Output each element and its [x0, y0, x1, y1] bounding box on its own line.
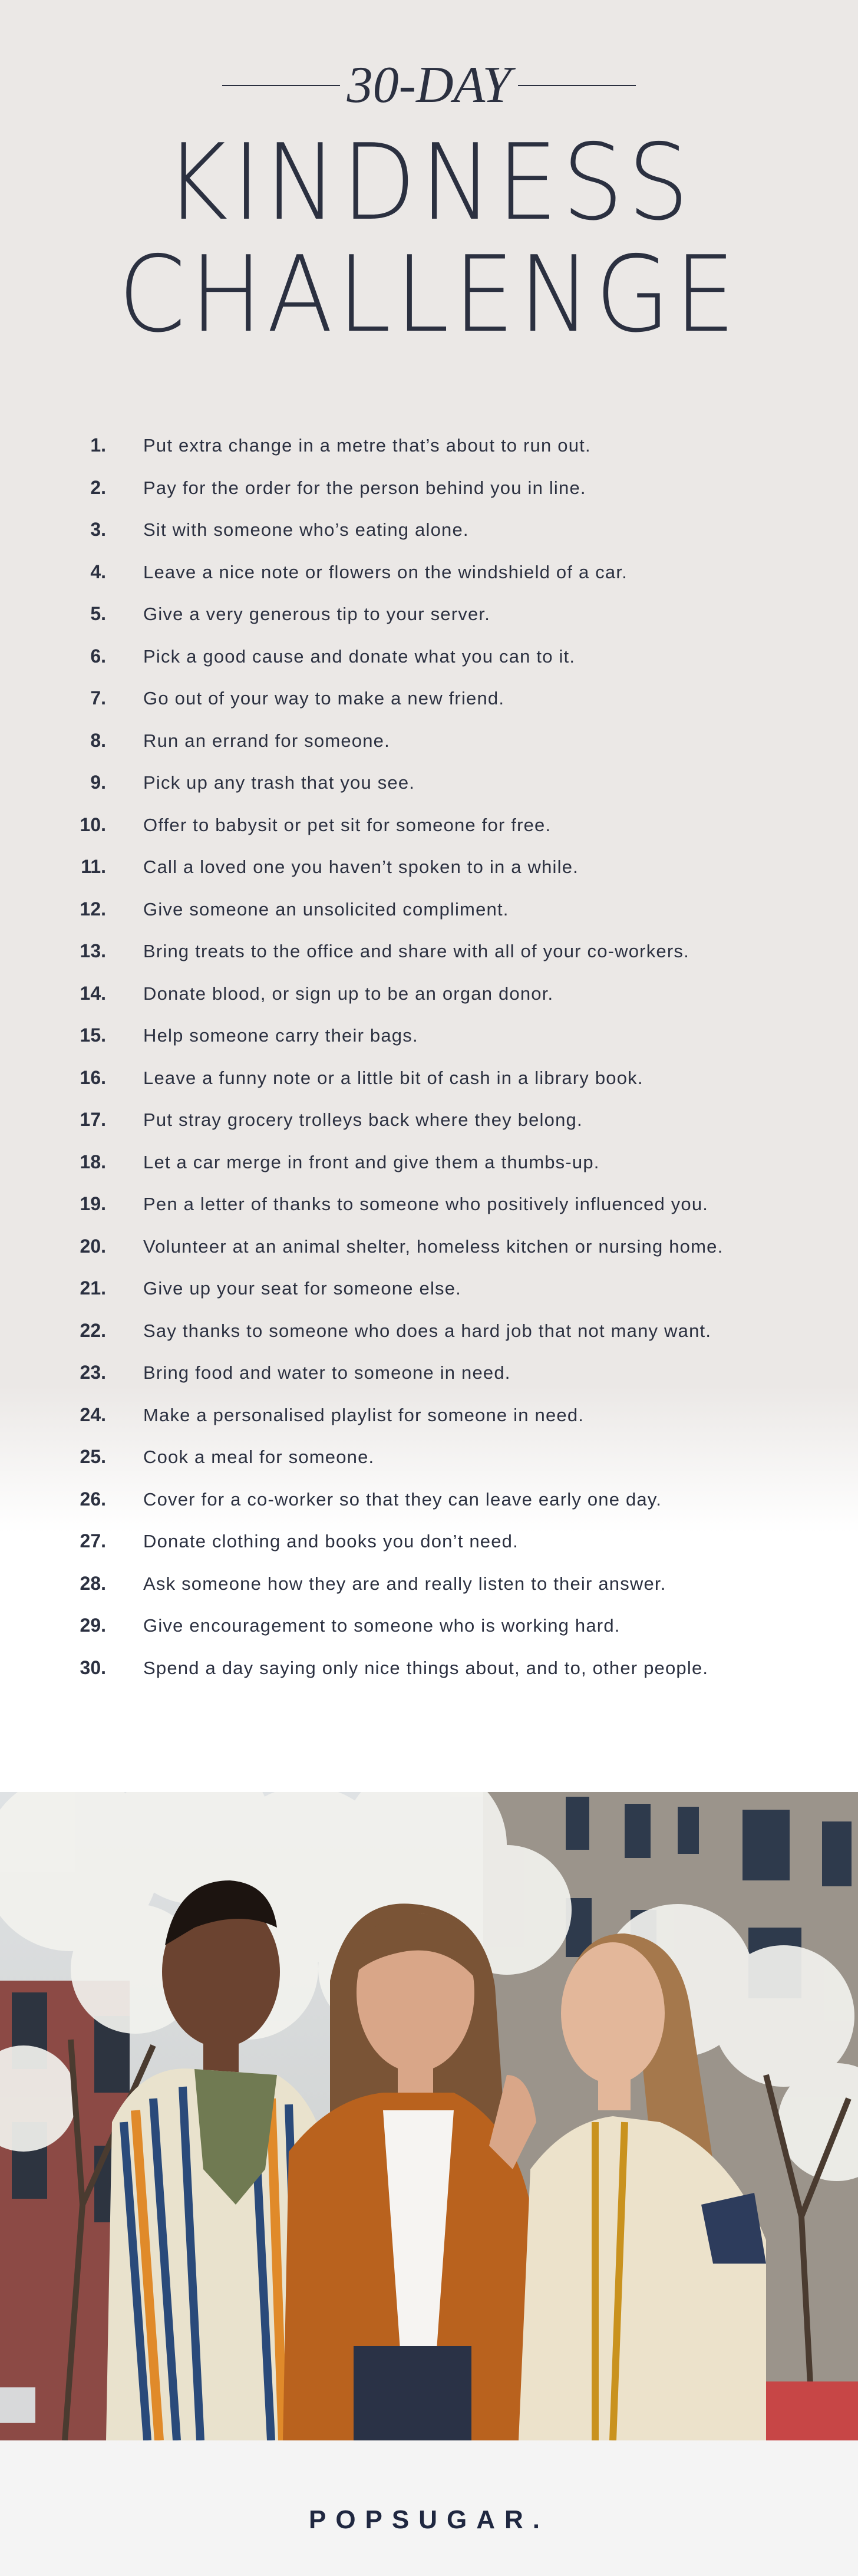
item-text: Go out of your way to make a new friend. — [143, 688, 505, 709]
subtitle: 30-DAY — [346, 57, 512, 114]
three-friends-photo — [0, 1792, 858, 2440]
item-text: Give someone an unsolicited compliment. — [143, 898, 509, 920]
item-number: 26. — [80, 1488, 106, 1510]
item-number: 10. — [80, 813, 106, 835]
item-text: Pick a good cause and donate what you can to it. — [143, 645, 576, 667]
header — [0, 0, 858, 377]
title-line-1: KINDNESS — [164, 121, 694, 243]
item-text: Pen a letter of thanks to someone who positively influenced you. — [143, 1194, 709, 1214]
list-item — [0, 1520, 858, 1563]
item-number: 17. — [80, 1109, 106, 1130]
list-item — [0, 1478, 858, 1521]
footer — [0, 2440, 858, 2576]
item-text: Pay for the order for the person behind you in line. — [143, 477, 586, 498]
item-number: 19. — [80, 1193, 106, 1214]
item-text: Pick up any trash that you see. — [143, 772, 415, 793]
list-item — [0, 888, 858, 931]
item-text: Donate clothing and books you don’t need. — [143, 1531, 519, 1551]
list-item — [0, 1141, 858, 1184]
list-item — [0, 1310, 858, 1352]
list-item — [0, 551, 858, 594]
brand-logo: POPSUGAR. — [308, 2505, 550, 2534]
item-number: 13. — [80, 940, 106, 961]
list-item — [0, 1014, 858, 1057]
list-item — [0, 1436, 858, 1478]
list-item — [0, 930, 858, 973]
list-item — [0, 677, 858, 720]
list-item — [0, 1267, 858, 1310]
item-number: 7. — [90, 687, 106, 709]
list-item — [0, 720, 858, 762]
photo — [0, 1792, 858, 2440]
item-number: 24. — [80, 1404, 106, 1425]
subtitle-row — [0, 59, 858, 112]
list-item — [0, 1647, 858, 1689]
item-text: Cook a meal for someone. — [143, 1447, 375, 1467]
item-number: 22. — [80, 1319, 106, 1341]
item-number: 8. — [90, 729, 106, 751]
item-text: Volunteer at an animal shelter, homeless kitchen or nursing home. — [143, 1236, 724, 1257]
list-item — [0, 1394, 858, 1437]
item-number: 18. — [80, 1151, 106, 1172]
list-item — [0, 1563, 858, 1605]
list-item — [0, 846, 858, 888]
item-text: Put stray grocery trolleys back where they belong. — [143, 1109, 583, 1130]
item-number: 29. — [80, 1615, 106, 1636]
item-text: Call a loved one you haven’t spoken to in a while. — [143, 857, 579, 877]
list-item — [0, 635, 858, 678]
item-number: 11. — [81, 856, 106, 877]
item-text: Donate blood, or sign up to be an organ donor. — [143, 983, 554, 1004]
item-number: 3. — [90, 519, 106, 540]
item-text: Leave a funny note or a little bit of cash in a library book. — [143, 1067, 644, 1088]
item-text: Offer to babysit or pet sit for someone for free. — [143, 814, 552, 835]
item-text: Cover for a co-worker so that they can leave early one day. — [143, 1488, 662, 1510]
item-text: Spend a day saying only nice things about, and to, other people. — [143, 1657, 709, 1678]
item-number: 12. — [80, 898, 106, 920]
list-item — [0, 467, 858, 509]
item-text: Put extra change in a metre that’s about to run out. — [143, 435, 591, 456]
item-text: Bring treats to the office and share with all of your co-workers. — [143, 941, 689, 961]
item-text: Give a very generous tip to your server. — [143, 604, 491, 624]
item-number: 25. — [80, 1446, 106, 1467]
list-item — [0, 1352, 858, 1394]
item-number: 14. — [80, 982, 106, 1004]
item-text: Bring food and water to someone in need. — [143, 1362, 511, 1383]
item-number: 16. — [80, 1066, 106, 1088]
item-number: 28. — [80, 1572, 106, 1594]
list-item — [0, 804, 858, 846]
list-item — [0, 973, 858, 1015]
list-item — [0, 593, 858, 635]
challenge-list — [0, 424, 858, 1689]
item-number: 20. — [80, 1235, 106, 1257]
item-number: 4. — [90, 561, 106, 582]
item-text: Give encouragement to someone who is working hard. — [143, 1615, 621, 1636]
item-text: Say thanks to someone who does a hard job that not many want. — [143, 1320, 712, 1341]
item-text: Ask someone how they are and really listen to their answer. — [143, 1573, 666, 1594]
title-line-2: CHALLENGE — [118, 233, 740, 355]
list-item — [0, 1057, 858, 1099]
list-item — [0, 1099, 858, 1141]
item-text: Let a car merge in front and give them a thumbs-up. — [143, 1151, 600, 1172]
item-text: Help someone carry their bags. — [143, 1025, 418, 1046]
list-item — [0, 1226, 858, 1268]
item-number: 1. — [90, 434, 106, 456]
list-item — [0, 1605, 858, 1647]
right-rule — [518, 85, 636, 86]
left-rule — [222, 85, 340, 86]
item-text: Make a personalised playlist for someone in need. — [143, 1404, 585, 1425]
list-item — [0, 509, 858, 551]
item-number: 27. — [80, 1530, 106, 1551]
list-item — [0, 1183, 858, 1226]
item-number: 5. — [90, 603, 106, 624]
item-number: 9. — [90, 772, 106, 793]
item-text: Leave a nice note or flowers on the windshield of a car. — [143, 561, 628, 582]
item-text: Give up your seat for someone else. — [143, 1278, 461, 1299]
item-number: 23. — [80, 1362, 106, 1383]
list-item — [0, 424, 858, 467]
item-text: Sit with someone who’s eating alone. — [143, 519, 469, 540]
item-number: 21. — [80, 1277, 106, 1299]
item-number: 2. — [90, 476, 106, 498]
item-number: 30. — [80, 1656, 106, 1678]
item-text: Run an errand for someone. — [143, 730, 390, 751]
item-number: 15. — [80, 1025, 106, 1046]
item-number: 6. — [90, 645, 106, 667]
list-item — [0, 762, 858, 804]
